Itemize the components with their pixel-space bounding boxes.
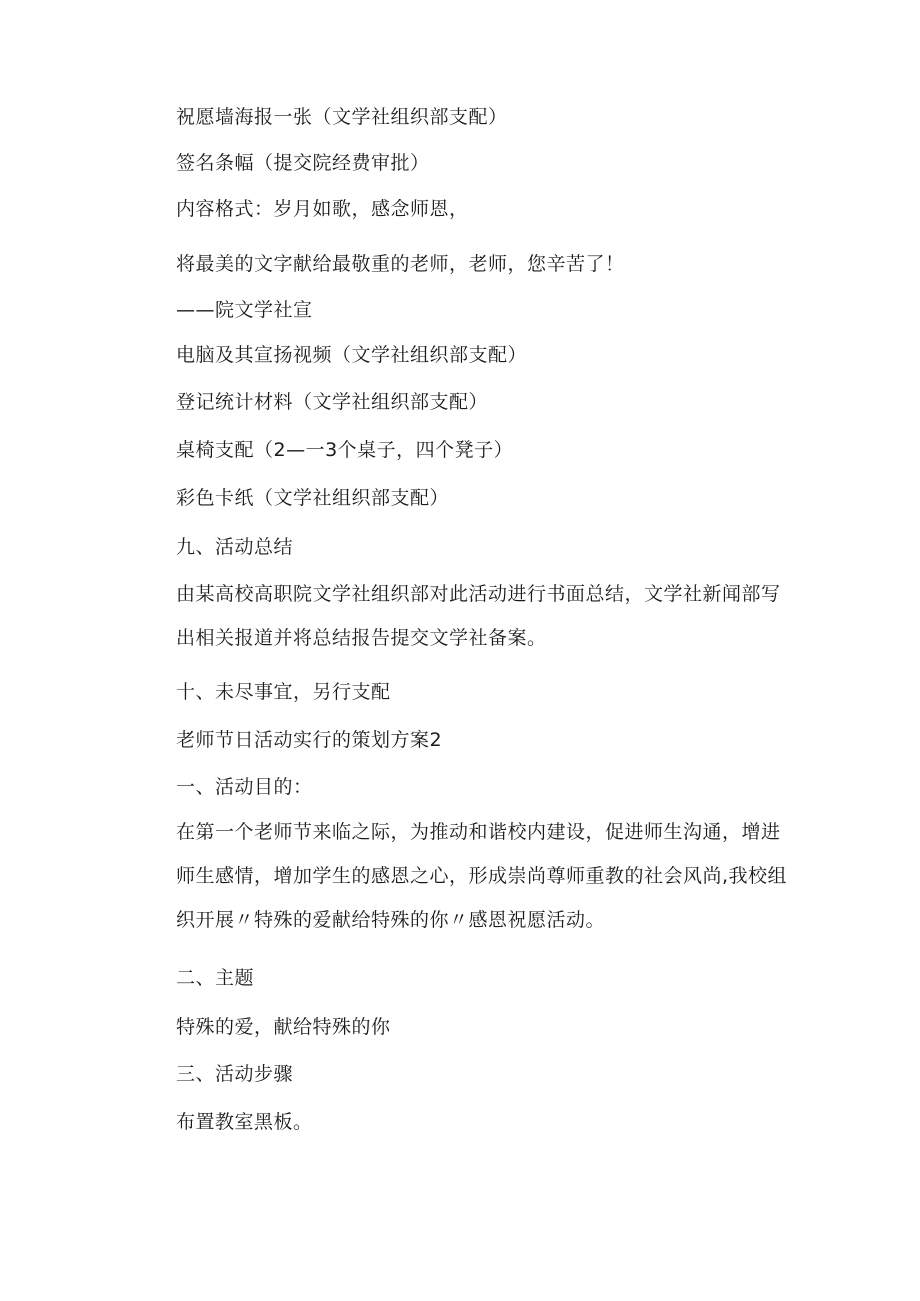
document-subtitle: 老师节日活动实行的策划方案2 bbox=[176, 729, 443, 751]
text-line: 特殊的爱，献给特殊的你 bbox=[176, 1016, 391, 1038]
text-line: 将最美的文字献给最敬重的老师，老师，您辛苦了！ bbox=[176, 253, 625, 275]
paragraph-text: 由某高校高职院文学社组织部对此活动进行书面总结，文学社新闻部写出相关报道并将总结报告提交文学社备案。 bbox=[176, 583, 781, 649]
section-heading: 三、活动步骤 bbox=[176, 1063, 294, 1085]
text-line: 登记统计材料（文学社组织部支配） bbox=[176, 391, 489, 413]
summary-paragraph bbox=[136, 572, 796, 660]
text-line: ——院文学社宣 bbox=[176, 299, 313, 321]
section-heading: 一、活动目的： bbox=[176, 776, 313, 798]
text-line: 电脑及其宣扬视频（文学社组织部支配） bbox=[176, 344, 528, 366]
paragraph-text: 在第一个老师节来临之际，为推动和谐校内建设，促进师生沟通，增进师生感情，增加学生的感恩之心，形成崇尚尊师重教的社会风尚,我校组织开展〃特殊的爱献给特殊的你〃感恩祝愿活动。 bbox=[176, 821, 788, 931]
section-heading: 九、活动总结 bbox=[176, 536, 294, 558]
section-heading: 二、主题 bbox=[176, 967, 255, 989]
section-heading: 十、未尽事宜，另行支配 bbox=[176, 681, 391, 703]
text-line: 布置教室黑板。 bbox=[176, 1111, 313, 1133]
text-line: 祝愿墙海报一张（文学社组织部支配） bbox=[176, 106, 508, 128]
text-line: 签名条幅（提交院经费审批） bbox=[176, 152, 430, 174]
text-line: 桌椅支配（2—一3个桌子，四个凳子） bbox=[176, 439, 514, 461]
text-line: 彩色卡纸（文学社组织部支配） bbox=[176, 487, 450, 509]
text-line: 内容格式：岁月如歌，感念师恩， bbox=[176, 198, 469, 220]
purpose-paragraph bbox=[136, 810, 796, 942]
